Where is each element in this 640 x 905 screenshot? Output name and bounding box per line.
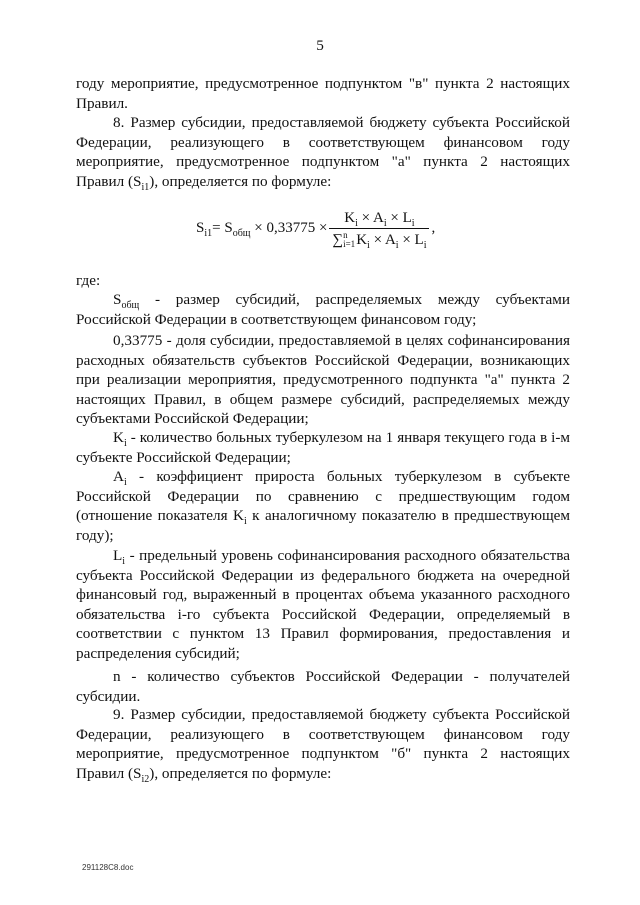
paragraph-9-text: 9. Размер субсидии, предоставляемой бюджету субъекта Российской Федерации, реализующего в соответствующем финансовом году мероприятие, предусмотренное подпунктом "б" пункта 2 настоящих xyxy=(76,706,570,762)
page-number: 5 xyxy=(316,37,324,54)
formula-comma: , xyxy=(431,220,436,237)
definition-ki: $K_i$ - количество больных туберкулезом на 1 января текущего года в i-м субъекте Российской Федерации; xyxy=(76,429,570,466)
where-label: где: xyxy=(76,272,101,289)
formula-numerator: $K_i \times A_i \times L_i$ xyxy=(344,209,415,229)
definition-s-total: $S_{общ}$ - размер субсидий, распределяемых между субъектами Российской Федерации в соответствующем финансовом году; xyxy=(76,291,570,328)
paragraph-8-text: 8. Размер субсидии, предоставляемой бюджету субъекта Российской Федерации, реализующего в соответствующем финансовом году мероприятие, предусмотренное подпунктом "а" пункта 2 настоящих xyxy=(76,114,570,170)
paragraph-9 xyxy=(76,705,570,783)
formula-lhs: $S_{i1}$ xyxy=(196,220,213,240)
paragraph-8-end: Правил $(S_{i1})$, определяется по формуле: xyxy=(76,172,332,193)
paragraph-continuation xyxy=(76,74,570,113)
formula-fraction xyxy=(329,209,429,250)
formula-si1 xyxy=(196,203,456,255)
definition-coefficient: 0,33775 - доля субсидии, предоставляемой в целях софинансирования расходных обязательств субъектов Российской Федерации, возникающих при реализации мероприятия, предусмотренного подпункта "а" пункта 2 настоящих Правил, в общем размере субсидий, распределяемых между субъектами Российской Федерации; xyxy=(76,332,570,427)
paragraph-9-end: Правил $(S_{i2})$, определяется по формуле: xyxy=(76,764,332,785)
definition-li: $L_i$ - предельный уровень софинансирования расходного обязательства субъекта Российской Федерации из федерального бюджета на очередной финансовый год, выраженный в процентах объема указанного расходного обязательства i-го субъекта Российской Федерации, определяемый в соответствии с пунктом 13 Правил формирования, предоставления и распределения субсидий; xyxy=(76,547,570,662)
definition-ai: $A_i$ - коэффициент прироста больных туберкулезом в субъекте Российской Федерации по сравнению с предшествующим годом (отношение показателя $K_i$ к аналогичному показателю в предшествующем году); xyxy=(76,468,570,544)
formula-denominator: ∑ n i=1 $K_i \times A_i \times L_i$ xyxy=(329,228,429,250)
footer-filename: 291128C8.doc xyxy=(82,863,134,872)
text-line: Правил. xyxy=(76,94,128,112)
formula-rhs: = $S_{общ} \times 0,33775$ × xyxy=(212,220,328,240)
paragraph-8 xyxy=(76,113,570,191)
text-line: году мероприятие, предусмотренное подпунктом "в" пункта 2 настоящих xyxy=(76,75,570,92)
definition-n: n - количество субъектов Российской Федерации - получателей субсидии. xyxy=(76,668,570,705)
